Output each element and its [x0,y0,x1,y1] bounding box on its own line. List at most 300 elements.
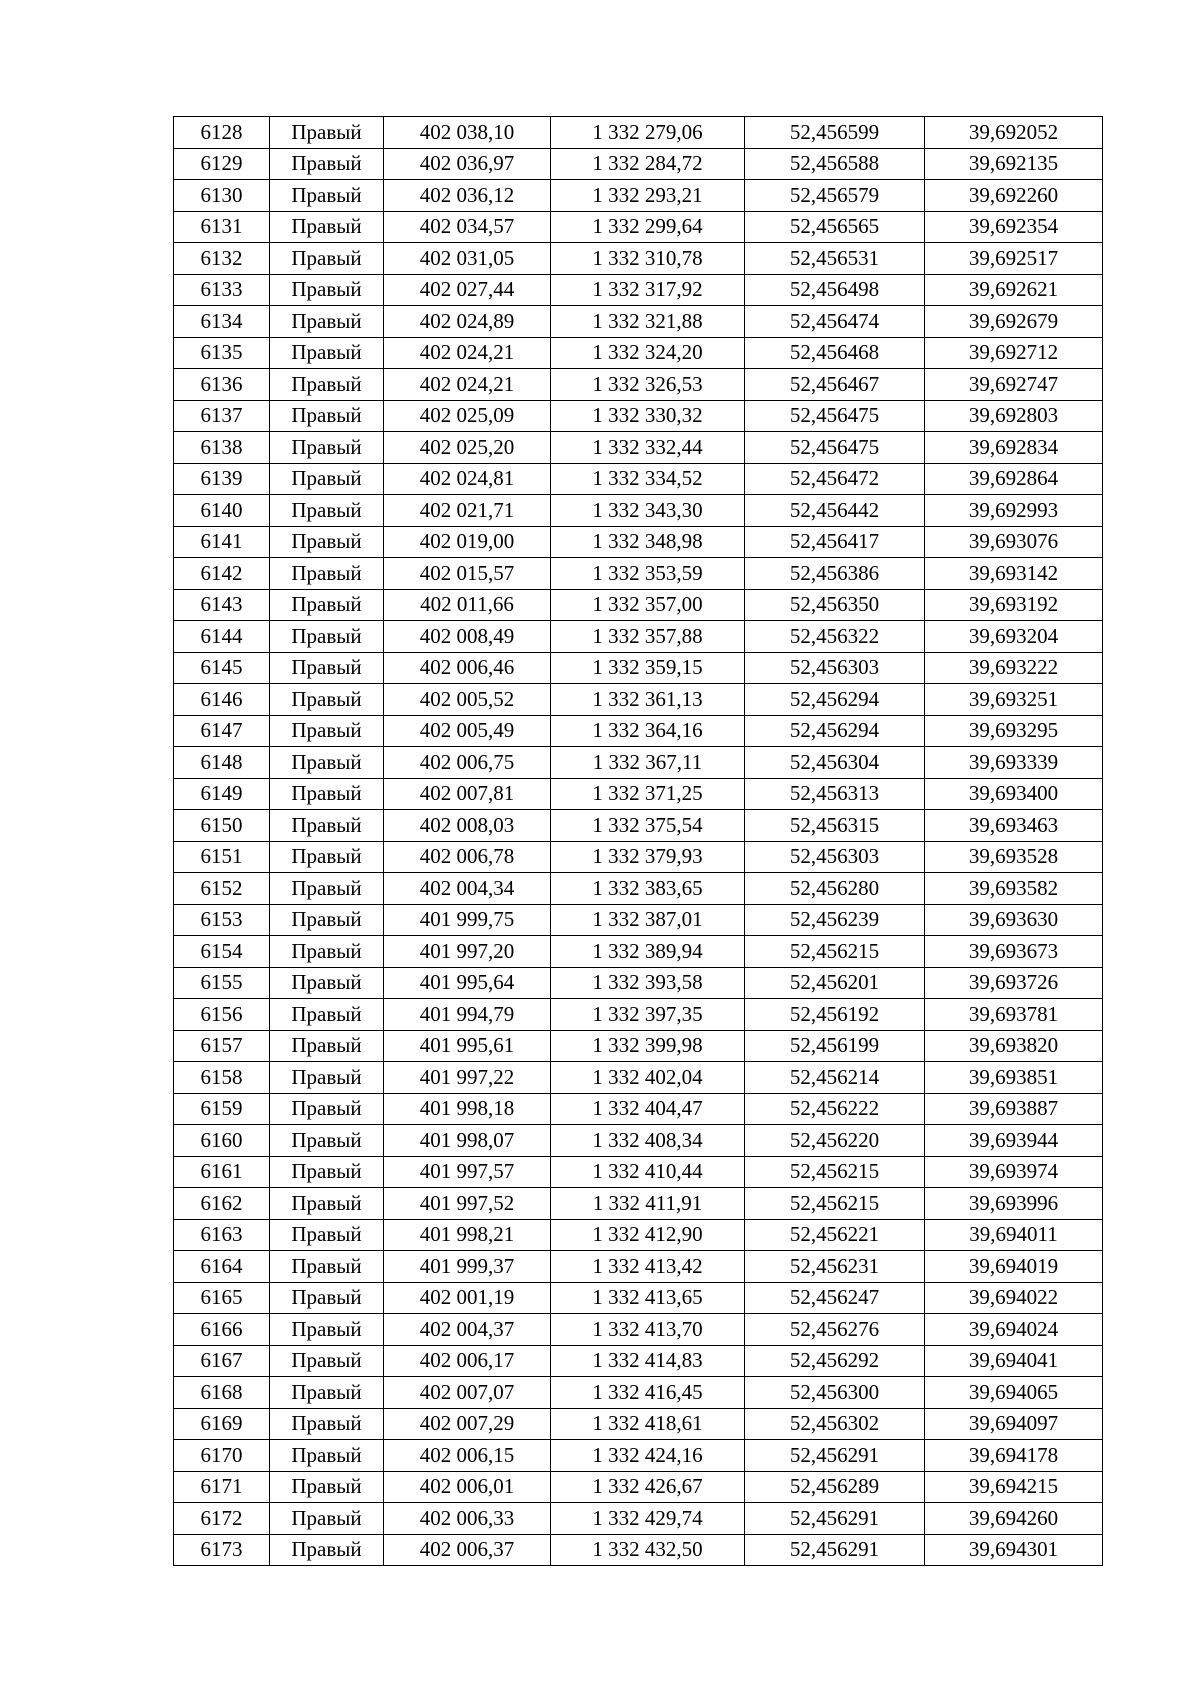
side-cell: Правый [270,369,384,401]
point-number-cell: 6138 [174,432,270,464]
x-coordinate-cell: 401 997,57 [384,1156,551,1188]
x-coordinate-cell: 402 006,37 [384,1534,551,1566]
longitude-cell: 39,693630 [925,904,1103,936]
latitude-cell: 52,456565 [745,211,925,243]
side-cell: Правый [270,243,384,275]
table-row [174,1345,1103,1377]
table-row [174,180,1103,212]
latitude-cell: 52,456313 [745,778,925,810]
side-cell: Правый [270,967,384,999]
side-cell: Правый [270,558,384,590]
x-coordinate-cell: 402 006,78 [384,841,551,873]
side-cell: Правый [270,432,384,464]
side-cell: Правый [270,211,384,243]
latitude-cell: 52,456599 [745,117,925,149]
y-coordinate-cell: 1 332 299,64 [551,211,745,243]
side-cell: Правый [270,117,384,149]
longitude-cell: 39,692712 [925,337,1103,369]
latitude-cell: 52,456276 [745,1314,925,1346]
x-coordinate-cell: 402 006,46 [384,652,551,684]
side-cell: Правый [270,810,384,842]
point-number-cell: 6141 [174,526,270,558]
side-cell: Правый [270,337,384,369]
side-cell: Правый [270,1534,384,1566]
x-coordinate-cell: 401 997,52 [384,1188,551,1220]
side-cell: Правый [270,1125,384,1157]
longitude-cell: 39,694019 [925,1251,1103,1283]
side-cell: Правый [270,589,384,621]
y-coordinate-cell: 1 332 413,65 [551,1282,745,1314]
longitude-cell: 39,694215 [925,1471,1103,1503]
table-row [174,873,1103,905]
y-coordinate-cell: 1 332 412,90 [551,1219,745,1251]
y-coordinate-cell: 1 332 432,50 [551,1534,745,1566]
point-number-cell: 6163 [174,1219,270,1251]
latitude-cell: 52,456475 [745,432,925,464]
point-number-cell: 6143 [174,589,270,621]
latitude-cell: 52,456417 [745,526,925,558]
y-coordinate-cell: 1 332 353,59 [551,558,745,590]
y-coordinate-cell: 1 332 364,16 [551,715,745,747]
table-row [174,841,1103,873]
longitude-cell: 39,692052 [925,117,1103,149]
latitude-cell: 52,456302 [745,1408,925,1440]
latitude-cell: 52,456303 [745,841,925,873]
table-row [174,1219,1103,1251]
point-number-cell: 6136 [174,369,270,401]
x-coordinate-cell: 402 006,17 [384,1345,551,1377]
x-coordinate-cell: 401 997,22 [384,1062,551,1094]
point-number-cell: 6153 [174,904,270,936]
x-coordinate-cell: 402 001,19 [384,1282,551,1314]
table-row [174,1062,1103,1094]
point-number-cell: 6149 [174,778,270,810]
x-coordinate-cell: 402 025,20 [384,432,551,464]
latitude-cell: 52,456280 [745,873,925,905]
y-coordinate-cell: 1 332 375,54 [551,810,745,842]
latitude-cell: 52,456222 [745,1093,925,1125]
point-number-cell: 6173 [174,1534,270,1566]
y-coordinate-cell: 1 332 343,30 [551,495,745,527]
point-number-cell: 6147 [174,715,270,747]
y-coordinate-cell: 1 332 379,93 [551,841,745,873]
point-number-cell: 6167 [174,1345,270,1377]
y-coordinate-cell: 1 332 367,11 [551,747,745,779]
point-number-cell: 6171 [174,1471,270,1503]
longitude-cell: 39,694022 [925,1282,1103,1314]
y-coordinate-cell: 1 332 389,94 [551,936,745,968]
point-number-cell: 6158 [174,1062,270,1094]
latitude-cell: 52,456294 [745,684,925,716]
side-cell: Правый [270,841,384,873]
table-row [174,1440,1103,1472]
side-cell: Правый [270,400,384,432]
point-number-cell: 6129 [174,148,270,180]
longitude-cell: 39,694301 [925,1534,1103,1566]
longitude-cell: 39,693996 [925,1188,1103,1220]
y-coordinate-cell: 1 332 332,44 [551,432,745,464]
latitude-cell: 52,456472 [745,463,925,495]
y-coordinate-cell: 1 332 326,53 [551,369,745,401]
longitude-cell: 39,693944 [925,1125,1103,1157]
latitude-cell: 52,456579 [745,180,925,212]
longitude-cell: 39,693204 [925,621,1103,653]
latitude-cell: 52,456247 [745,1282,925,1314]
y-coordinate-cell: 1 332 284,72 [551,148,745,180]
table-row [174,526,1103,558]
y-coordinate-cell: 1 332 424,16 [551,1440,745,1472]
x-coordinate-cell: 402 024,89 [384,306,551,338]
latitude-cell: 52,456214 [745,1062,925,1094]
x-coordinate-cell: 401 998,21 [384,1219,551,1251]
x-coordinate-cell: 402 025,09 [384,400,551,432]
x-coordinate-cell: 401 995,64 [384,967,551,999]
x-coordinate-cell: 402 019,00 [384,526,551,558]
point-number-cell: 6140 [174,495,270,527]
longitude-cell: 39,694260 [925,1503,1103,1535]
longitude-cell: 39,694011 [925,1219,1103,1251]
latitude-cell: 52,456300 [745,1377,925,1409]
side-cell: Правый [270,1219,384,1251]
table-row [174,684,1103,716]
x-coordinate-cell: 402 031,05 [384,243,551,275]
side-cell: Правый [270,747,384,779]
x-coordinate-cell: 401 998,07 [384,1125,551,1157]
y-coordinate-cell: 1 332 310,78 [551,243,745,275]
table-row [174,463,1103,495]
side-cell: Правый [270,495,384,527]
longitude-cell: 39,692834 [925,432,1103,464]
y-coordinate-cell: 1 332 279,06 [551,117,745,149]
side-cell: Правый [270,778,384,810]
table-row [174,432,1103,464]
point-number-cell: 6148 [174,747,270,779]
side-cell: Правый [270,1408,384,1440]
point-number-cell: 6156 [174,999,270,1031]
longitude-cell: 39,693192 [925,589,1103,621]
table-row [174,1408,1103,1440]
side-cell: Правый [270,1503,384,1535]
point-number-cell: 6154 [174,936,270,968]
x-coordinate-cell: 402 006,01 [384,1471,551,1503]
table-row [174,778,1103,810]
longitude-cell: 39,694097 [925,1408,1103,1440]
side-cell: Правый [270,1188,384,1220]
table-row [174,211,1103,243]
latitude-cell: 52,456315 [745,810,925,842]
x-coordinate-cell: 402 024,81 [384,463,551,495]
latitude-cell: 52,456303 [745,652,925,684]
x-coordinate-cell: 402 036,97 [384,148,551,180]
latitude-cell: 52,456442 [745,495,925,527]
table-row [174,967,1103,999]
longitude-cell: 39,692747 [925,369,1103,401]
x-coordinate-cell: 402 015,57 [384,558,551,590]
latitude-cell: 52,456588 [745,148,925,180]
point-number-cell: 6170 [174,1440,270,1472]
point-number-cell: 6150 [174,810,270,842]
x-coordinate-cell: 402 034,57 [384,211,551,243]
longitude-cell: 39,692517 [925,243,1103,275]
x-coordinate-cell: 401 999,75 [384,904,551,936]
table-row [174,117,1103,149]
point-number-cell: 6137 [174,400,270,432]
y-coordinate-cell: 1 332 413,42 [551,1251,745,1283]
point-number-cell: 6166 [174,1314,270,1346]
side-cell: Правый [270,621,384,653]
y-coordinate-cell: 1 332 334,52 [551,463,745,495]
point-number-cell: 6144 [174,621,270,653]
y-coordinate-cell: 1 332 324,20 [551,337,745,369]
side-cell: Правый [270,148,384,180]
longitude-cell: 39,693251 [925,684,1103,716]
latitude-cell: 52,456220 [745,1125,925,1157]
side-cell: Правый [270,1062,384,1094]
point-number-cell: 6134 [174,306,270,338]
side-cell: Правый [270,936,384,968]
latitude-cell: 52,456304 [745,747,925,779]
x-coordinate-cell: 402 027,44 [384,274,551,306]
point-number-cell: 6169 [174,1408,270,1440]
point-number-cell: 6157 [174,1030,270,1062]
x-coordinate-cell: 402 024,21 [384,369,551,401]
table-row [174,1534,1103,1566]
x-coordinate-cell: 402 011,66 [384,589,551,621]
y-coordinate-cell: 1 332 371,25 [551,778,745,810]
latitude-cell: 52,456386 [745,558,925,590]
longitude-cell: 39,693295 [925,715,1103,747]
x-coordinate-cell: 401 994,79 [384,999,551,1031]
point-number-cell: 6133 [174,274,270,306]
side-cell: Правый [270,1345,384,1377]
table-row [174,999,1103,1031]
longitude-cell: 39,693851 [925,1062,1103,1094]
y-coordinate-cell: 1 332 426,67 [551,1471,745,1503]
table-row [174,1030,1103,1062]
latitude-cell: 52,456215 [745,936,925,968]
y-coordinate-cell: 1 332 393,58 [551,967,745,999]
longitude-cell: 39,692260 [925,180,1103,212]
point-number-cell: 6151 [174,841,270,873]
x-coordinate-cell: 402 004,34 [384,873,551,905]
side-cell: Правый [270,715,384,747]
latitude-cell: 52,456294 [745,715,925,747]
table-row [174,243,1103,275]
y-coordinate-cell: 1 332 321,88 [551,306,745,338]
latitude-cell: 52,456192 [745,999,925,1031]
point-number-cell: 6164 [174,1251,270,1283]
y-coordinate-cell: 1 332 348,98 [551,526,745,558]
point-number-cell: 6152 [174,873,270,905]
longitude-cell: 39,694065 [925,1377,1103,1409]
table-row [174,621,1103,653]
point-number-cell: 6135 [174,337,270,369]
x-coordinate-cell: 402 008,49 [384,621,551,653]
y-coordinate-cell: 1 332 411,91 [551,1188,745,1220]
table-row [174,1503,1103,1535]
table-row [174,306,1103,338]
longitude-cell: 39,694041 [925,1345,1103,1377]
side-cell: Правый [270,999,384,1031]
x-coordinate-cell: 402 007,81 [384,778,551,810]
latitude-cell: 52,456468 [745,337,925,369]
point-number-cell: 6131 [174,211,270,243]
y-coordinate-cell: 1 332 413,70 [551,1314,745,1346]
y-coordinate-cell: 1 332 404,47 [551,1093,745,1125]
x-coordinate-cell: 401 998,18 [384,1093,551,1125]
longitude-cell: 39,692803 [925,400,1103,432]
table-row [174,1377,1103,1409]
point-number-cell: 6142 [174,558,270,590]
x-coordinate-cell: 402 004,37 [384,1314,551,1346]
side-cell: Правый [270,684,384,716]
coordinates-table [173,116,1103,1566]
latitude-cell: 52,456221 [745,1219,925,1251]
table-row [174,904,1103,936]
x-coordinate-cell: 402 005,52 [384,684,551,716]
point-number-cell: 6165 [174,1282,270,1314]
longitude-cell: 39,693726 [925,967,1103,999]
side-cell: Правый [270,1156,384,1188]
x-coordinate-cell: 401 997,20 [384,936,551,968]
y-coordinate-cell: 1 332 361,13 [551,684,745,716]
longitude-cell: 39,692864 [925,463,1103,495]
latitude-cell: 52,456291 [745,1534,925,1566]
y-coordinate-cell: 1 332 330,32 [551,400,745,432]
longitude-cell: 39,693781 [925,999,1103,1031]
y-coordinate-cell: 1 332 387,01 [551,904,745,936]
table-row [174,1282,1103,1314]
point-number-cell: 6146 [174,684,270,716]
longitude-cell: 39,693887 [925,1093,1103,1125]
y-coordinate-cell: 1 332 408,34 [551,1125,745,1157]
longitude-cell: 39,693222 [925,652,1103,684]
longitude-cell: 39,693339 [925,747,1103,779]
longitude-cell: 39,693528 [925,841,1103,873]
side-cell: Правый [270,180,384,212]
side-cell: Правый [270,904,384,936]
y-coordinate-cell: 1 332 383,65 [551,873,745,905]
side-cell: Правый [270,1314,384,1346]
point-number-cell: 6130 [174,180,270,212]
point-number-cell: 6160 [174,1125,270,1157]
side-cell: Правый [270,463,384,495]
table-row [174,1471,1103,1503]
y-coordinate-cell: 1 332 399,98 [551,1030,745,1062]
latitude-cell: 52,456199 [745,1030,925,1062]
table-row [174,936,1103,968]
y-coordinate-cell: 1 332 429,74 [551,1503,745,1535]
side-cell: Правый [270,652,384,684]
y-coordinate-cell: 1 332 416,45 [551,1377,745,1409]
table-row [174,1314,1103,1346]
latitude-cell: 52,456474 [745,306,925,338]
side-cell: Правый [270,1251,384,1283]
latitude-cell: 52,456215 [745,1156,925,1188]
x-coordinate-cell: 402 024,21 [384,337,551,369]
longitude-cell: 39,692993 [925,495,1103,527]
table-row [174,148,1103,180]
side-cell: Правый [270,526,384,558]
side-cell: Правый [270,1030,384,1062]
latitude-cell: 52,456475 [745,400,925,432]
x-coordinate-cell: 402 006,15 [384,1440,551,1472]
longitude-cell: 39,693400 [925,778,1103,810]
table-row [174,369,1103,401]
latitude-cell: 52,456239 [745,904,925,936]
table-row [174,558,1103,590]
latitude-cell: 52,456201 [745,967,925,999]
table-row [174,589,1103,621]
table-row [174,1125,1103,1157]
point-number-cell: 6168 [174,1377,270,1409]
x-coordinate-cell: 402 007,29 [384,1408,551,1440]
latitude-cell: 52,456322 [745,621,925,653]
latitude-cell: 52,456231 [745,1251,925,1283]
y-coordinate-cell: 1 332 293,21 [551,180,745,212]
coordinates-table-body [174,117,1103,1566]
longitude-cell: 39,693974 [925,1156,1103,1188]
side-cell: Правый [270,306,384,338]
longitude-cell: 39,693820 [925,1030,1103,1062]
y-coordinate-cell: 1 332 317,92 [551,274,745,306]
table-row [174,400,1103,432]
longitude-cell: 39,692621 [925,274,1103,306]
latitude-cell: 52,456291 [745,1440,925,1472]
longitude-cell: 39,692679 [925,306,1103,338]
x-coordinate-cell: 402 036,12 [384,180,551,212]
longitude-cell: 39,692354 [925,211,1103,243]
table-row [174,495,1103,527]
side-cell: Правый [270,274,384,306]
y-coordinate-cell: 1 332 414,83 [551,1345,745,1377]
longitude-cell: 39,694024 [925,1314,1103,1346]
longitude-cell: 39,693076 [925,526,1103,558]
point-number-cell: 6155 [174,967,270,999]
table-row [174,1093,1103,1125]
latitude-cell: 52,456467 [745,369,925,401]
y-coordinate-cell: 1 332 359,15 [551,652,745,684]
longitude-cell: 39,694178 [925,1440,1103,1472]
y-coordinate-cell: 1 332 402,04 [551,1062,745,1094]
side-cell: Правый [270,1471,384,1503]
point-number-cell: 6162 [174,1188,270,1220]
table-row [174,1188,1103,1220]
table-row [174,652,1103,684]
latitude-cell: 52,456531 [745,243,925,275]
table-row [174,274,1103,306]
longitude-cell: 39,693463 [925,810,1103,842]
longitude-cell: 39,692135 [925,148,1103,180]
x-coordinate-cell: 402 021,71 [384,495,551,527]
table-row [174,810,1103,842]
x-coordinate-cell: 402 006,33 [384,1503,551,1535]
x-coordinate-cell: 402 007,07 [384,1377,551,1409]
x-coordinate-cell: 401 995,61 [384,1030,551,1062]
y-coordinate-cell: 1 332 357,00 [551,589,745,621]
longitude-cell: 39,693673 [925,936,1103,968]
y-coordinate-cell: 1 332 397,35 [551,999,745,1031]
latitude-cell: 52,456292 [745,1345,925,1377]
point-number-cell: 6139 [174,463,270,495]
longitude-cell: 39,693582 [925,873,1103,905]
x-coordinate-cell: 402 008,03 [384,810,551,842]
side-cell: Правый [270,1282,384,1314]
side-cell: Правый [270,1440,384,1472]
point-number-cell: 6128 [174,117,270,149]
x-coordinate-cell: 402 005,49 [384,715,551,747]
table-row [174,715,1103,747]
